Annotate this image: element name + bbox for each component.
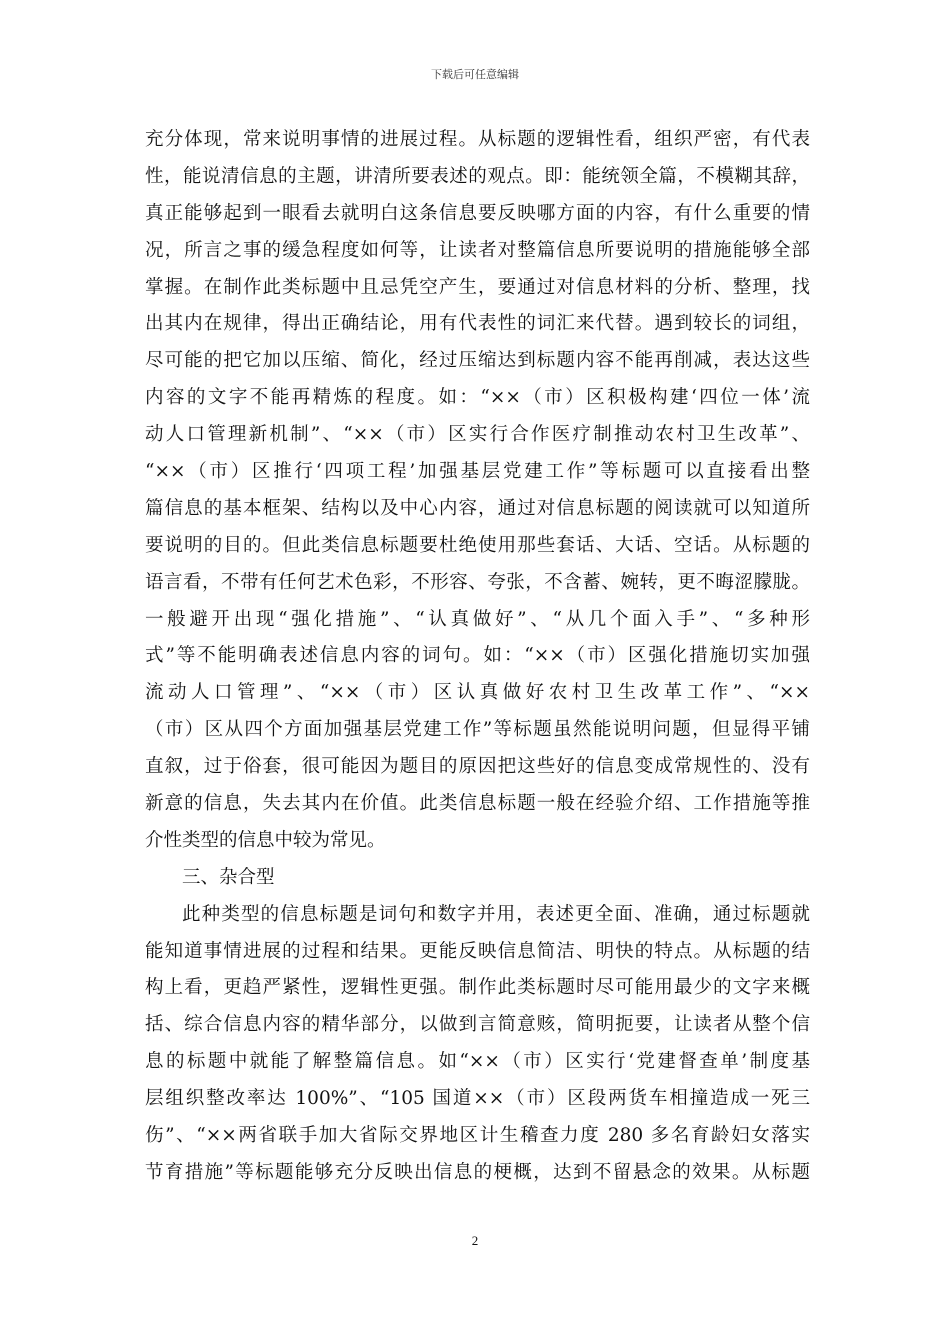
text-line: 层组织整改率达 100%”、“105 国道××（市）区段两货车相撞造成一死三: [145, 1088, 810, 1110]
page-header: 下载后可任意编辑: [431, 68, 519, 81]
page-number: 2: [471, 1233, 479, 1248]
text-line: 括、综合信息内容的精华部分，以做到言简意赅，简明扼要，让读者从整个信: [145, 1014, 810, 1036]
text-line: 能知道事情进展的过程和结果。更能反映信息简洁、明快的特点。从标题的结: [145, 940, 810, 962]
text-line: 息的标题中就能了解整篇信息。如“××（市）区实行‘党建督查单’制度基: [145, 1051, 810, 1073]
text-line: 动人口管理新机制”、“××（市）区实行合作医疗制推动农村卫生改革”、: [145, 424, 810, 446]
text-line: 一般避开出现“强化措施”、“认真做好”、“从几个面入手”、“多种形: [145, 608, 810, 630]
text-line: 流动人口管理”、“××（市）区认真做好农村卫生改革工作”、“××: [145, 682, 810, 704]
text-line: （市）区从四个方面加强基层党建工作”等标题虽然能说明问题，但显得平铺: [145, 719, 810, 741]
text-line: 式”等不能明确表述信息内容的词句。如：“××（市）区强化措施切实加强: [145, 645, 810, 667]
text-line: 节育措施”等标题能够充分反映出信息的梗概，达到不留悬念的效果。从标题: [145, 1161, 810, 1183]
text-line: 要说明的目的。但此类信息标题要杜绝使用那些套话、大话、空话。从标题的: [145, 534, 810, 556]
text-line: 尽可能的把它加以压缩、简化，经过压缩达到标题内容不能再削减，表达这些: [145, 350, 810, 372]
text-line: 出其内在规律，得出正确结论，用有代表性的词汇来代替。遇到较长的词组，: [145, 313, 810, 335]
body-text: [145, 122, 810, 1192]
text-line: 篇信息的基本框架、结构以及中心内容，通过对信息标题的阅读就可以知道所: [145, 497, 810, 519]
text-line: 语言看，不带有任何艺术色彩，不形容、夸张，不含蓄、婉转，更不晦涩朦胧。: [145, 571, 810, 593]
text-line: 充分体现，常来说明事情的进展过程。从标题的逻辑性看，组织严密，有代表: [145, 129, 810, 150]
text-line: 新意的信息，失去其内在价值。此类信息标题一般在经验介绍、工作措施等推: [145, 793, 810, 815]
text-line: 直叙，过于俗套，很可能因为题目的原因把这些好的信息变成常规性的、没有: [145, 756, 810, 778]
text-line: 构上看，更趋严紧性，逻辑性更强。制作此类标题时尽可能用最少的文字来概: [145, 977, 810, 999]
section-heading: 三、杂合型: [182, 866, 275, 888]
text-line: 伤”、“××两省联手加大省际交界地区计生稽查力度 280 多名育龄妇女落实: [145, 1125, 810, 1147]
text-line: 真正能够起到一眼看去就明白这条信息要反映哪方面的内容，有什么重要的情: [145, 202, 810, 224]
text-line: 况，所言之事的缓急程度如何等，让读者对整篇信息所要说明的措施能够全部: [145, 239, 810, 261]
text-line: 性，能说清信息的主题，讲清所要表述的观点。即：能统领全篇，不模糊其辞，: [145, 165, 810, 187]
text-line: 此种类型的信息标题是词句和数字并用，表述更全面、准确，通过标题就: [182, 903, 810, 925]
text-line: “××（市）区推行‘四项工程’加强基层党建工作”等标题可以直接看出整: [145, 461, 810, 483]
text-line: 介性类型的信息中较为常见。: [145, 829, 386, 851]
text-line: 掌握。在制作此类标题中且忌凭空产生，要通过对信息材料的分析、整理，找: [145, 276, 810, 298]
text-line: 内容的文字不能再精炼的程度。如：“××（市）区积极构建‘四位一体’流: [145, 387, 810, 409]
